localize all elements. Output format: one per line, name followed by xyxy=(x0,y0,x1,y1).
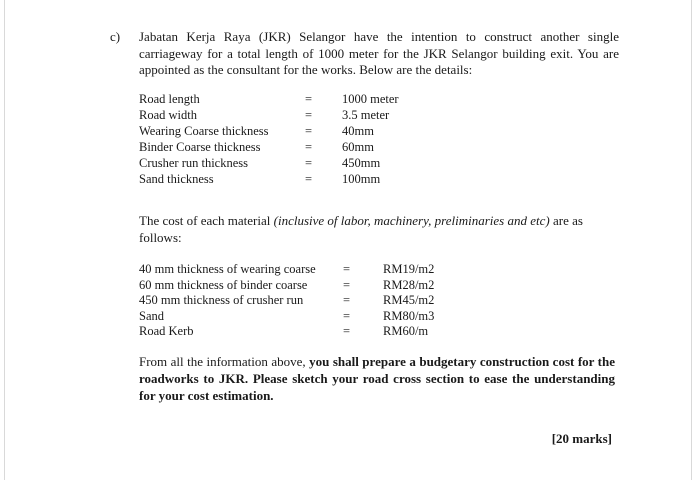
cost-intro-lead: The cost of each material xyxy=(139,213,274,228)
detail-value: 3.5 meter xyxy=(342,108,390,122)
cost-label: 450 mm thickness of crusher run xyxy=(139,293,304,307)
question-intro: Jabatan Kerja Raya (JKR) Selangor have the intention to construct another single carriageway for a total length of 1000 meter for the JKR Selangor building exit. You are appointed as the consultant for the works. Below are the details: xyxy=(139,29,619,77)
equals-sign: = xyxy=(305,140,313,154)
equals-sign: = xyxy=(305,124,313,138)
equals-sign: = xyxy=(343,262,351,276)
detail-label: Sand thickness xyxy=(139,172,214,186)
conclusion-paragraph xyxy=(139,353,615,404)
equals-sign: = xyxy=(305,156,313,170)
cost-value: RM45/m2 xyxy=(383,293,435,307)
equals-sign: = xyxy=(343,293,351,307)
equals-sign: = xyxy=(305,108,313,122)
detail-label: Road length xyxy=(139,92,200,106)
detail-label: Wearing Coarse thickness xyxy=(139,124,269,138)
cost-value: RM28/m2 xyxy=(383,277,435,292)
detail-value: 100mm xyxy=(342,172,381,186)
question-label: c) xyxy=(110,29,121,44)
conclusion-instruction: you shall prepare a budgetary construction cost for the roadworks to JKR. Please sketch your road cross section to ease the understanding for your cost estimation. xyxy=(139,354,615,403)
equals-sign: = xyxy=(343,277,351,292)
equals-sign: = xyxy=(305,92,313,106)
cost-value: RM60/m xyxy=(383,324,429,338)
cost-label: 60 mm thickness of binder coarse xyxy=(139,277,308,292)
detail-value: 1000 meter xyxy=(342,92,399,106)
cost-intro-paragraph xyxy=(139,213,619,246)
detail-value: 40mm xyxy=(342,124,374,138)
page-edge-left xyxy=(4,0,5,480)
cost-value: RM80/m3 xyxy=(383,308,435,323)
cost-intro-tail: are as follows: xyxy=(139,213,583,245)
detail-label: Binder Coarse thickness xyxy=(139,140,261,154)
detail-value: 60mm xyxy=(342,140,374,154)
cost-label: Road Kerb xyxy=(139,324,194,338)
conclusion-lead: From all the information above, xyxy=(139,354,310,369)
detail-label: Road width xyxy=(139,108,197,122)
equals-sign: = xyxy=(305,172,313,186)
equals-sign: = xyxy=(343,308,351,323)
page-edge-right xyxy=(691,0,692,480)
cost-value: RM19/m2 xyxy=(383,262,435,276)
cost-intro-note: (inclusive of labor, machinery, preliminaries and etc) xyxy=(273,213,550,228)
marks-label: [20 marks] xyxy=(551,431,612,446)
cost-label: 40 mm thickness of wearing coarse xyxy=(139,262,316,276)
detail-label: Crusher run thickness xyxy=(139,156,249,170)
detail-value: 450mm xyxy=(342,156,381,170)
cost-label: Sand xyxy=(139,308,164,323)
equals-sign: = xyxy=(343,324,351,338)
